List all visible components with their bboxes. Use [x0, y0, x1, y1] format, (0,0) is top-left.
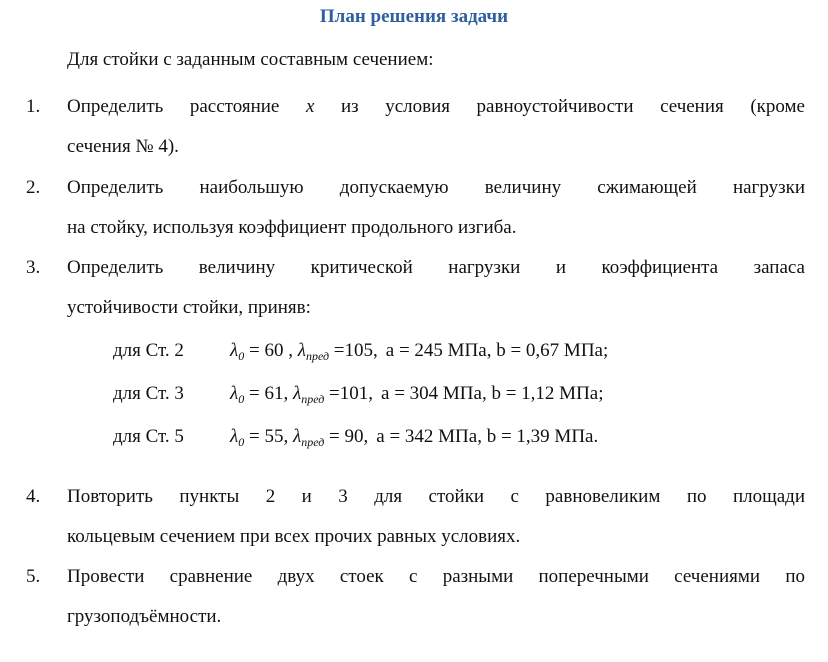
variable-x: x [305, 96, 315, 117]
steel-label: для Ст. 3 [113, 383, 184, 404]
item-text-line: Определить наибольшую допускаемую величину сжимающей нагрузки [67, 177, 805, 198]
item-text-line: Провести сравнение двух стоек с разными поперечными сечениями по [67, 566, 805, 587]
steel-params-st5: для Ст. 5 $\lambda_0 = 55$, $\lambda_{пред} = 90$, a = 342 МПа, b = 1,39 МПа. [113, 426, 599, 449]
item-text-line: Определить величину критической нагрузки и коэффициента запаса [67, 257, 805, 278]
item-number: 2. [26, 177, 41, 198]
intro-text: Для стойки с заданным составным сечением: [67, 49, 434, 70]
item-text-line: кольцевым сечением при всех прочих равных условиях. [67, 526, 521, 547]
steel-label: для Ст. 5 [113, 426, 184, 447]
item-number: 5. [26, 566, 41, 587]
page-title: План решения задачи [319, 6, 509, 27]
item-text-line: сечения № 4). [67, 136, 179, 157]
item-text-line: на стойку, используя коэффициент продольного изгиба. [67, 217, 517, 238]
steel-params-st2: для Ст. 2 $\lambda_0 = 60$ , $\lambda_{пред} =105$, a = 245 МПа, b = 0,67 МПа; [113, 340, 609, 363]
item-text-line: Повторить пункты 2 и 3 для стойки с равновеликим по площади [67, 486, 805, 507]
item-text-line: грузоподъёмности. [67, 606, 222, 627]
steel-label: для Ст. 2 [113, 340, 184, 361]
item-number: 1. [26, 96, 41, 117]
item-number: 4. [26, 486, 41, 507]
item-text-line: Определить расстояние x из условия равноустойчивости сечения (кроме [67, 96, 805, 117]
steel-params-st3: для Ст. 3 $\lambda_0 = 61$, $\lambda_{пред} =101$, a = 304 МПа, b = 1,12 МПа; [113, 383, 604, 406]
item-text-line: устойчивости стойки, приняв: [67, 297, 311, 318]
item-number: 3. [26, 257, 41, 278]
